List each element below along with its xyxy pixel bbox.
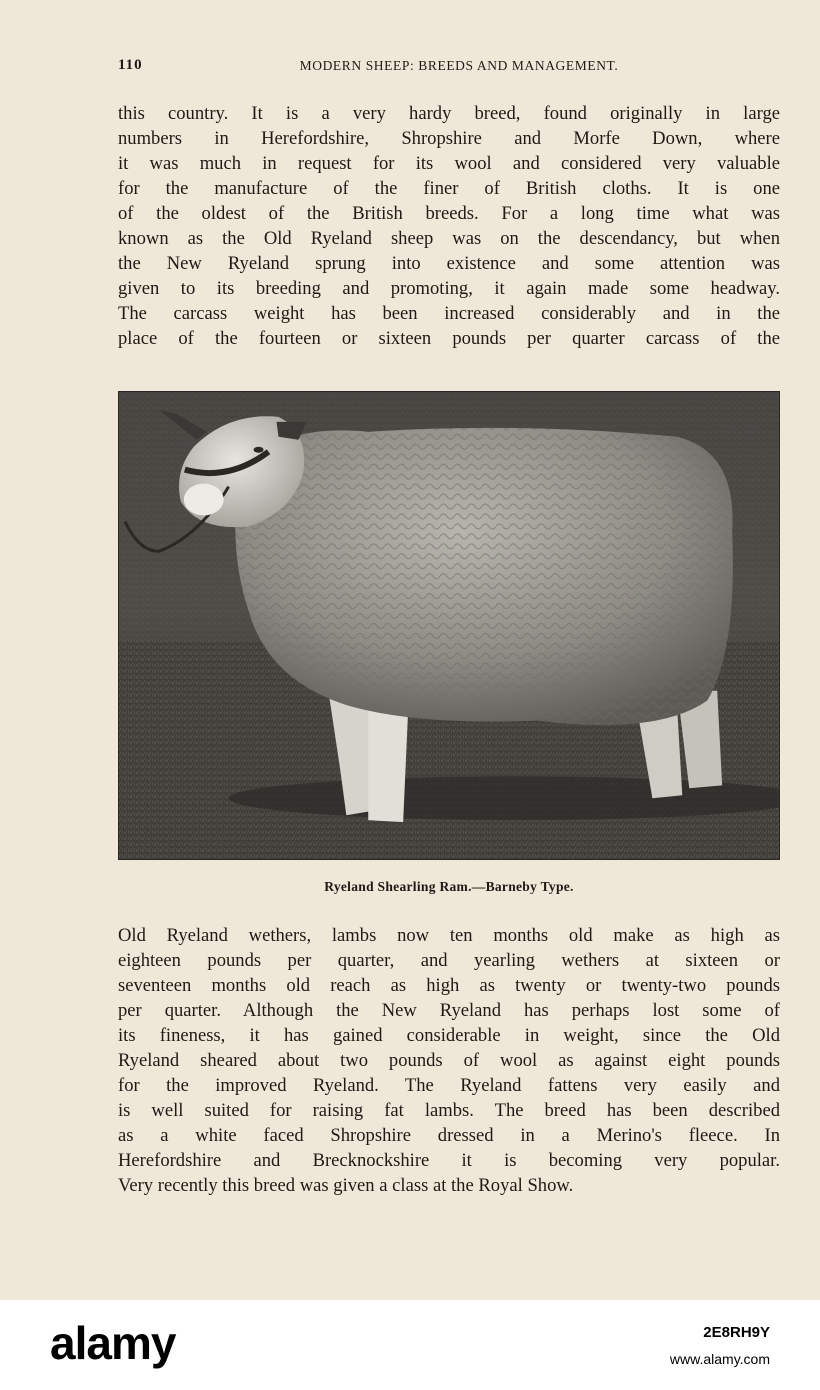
sheep-photograph [118, 391, 780, 860]
image-reference [670, 1320, 770, 1372]
site-url: www.alamy.com [669, 1351, 770, 1367]
text-line: for the manufacture of the finer of British cloths. It is one [118, 178, 780, 199]
text-line: place of the fourteen or sixteen pounds per quarter carcass of the [118, 328, 780, 349]
text-line: for the improved Ryeland. The Ryeland fattens very easily and [118, 1075, 780, 1096]
stock-footer [0, 1300, 820, 1390]
alamy-logo: alamy [50, 1317, 176, 1369]
text-line: is well suited for raising fat lambs. The breed has been described [118, 1100, 780, 1121]
text-line: seventeen months old reach as high as twenty or twenty-two pounds [118, 975, 780, 996]
text-line: Ryeland sheared about two pounds of wool as against eight pounds [118, 1050, 780, 1071]
text-line: eighteen pounds per quarter, and yearling wethers at sixteen or [118, 950, 780, 971]
text-line: the New Ryeland sprung into existence and some attention was [118, 253, 780, 274]
text-line: The carcass weight has been increased considerably and in the [118, 303, 780, 324]
text-line: numbers in Herefordshire, Shropshire and Morfe Down, where [118, 128, 780, 149]
text-line: this country. It is a very hardy breed, found originally in large [118, 103, 780, 124]
paragraph-1 [118, 101, 780, 351]
figure-caption: Ryeland Shearling Ram.—Barneby Type. [324, 879, 574, 894]
text-line: it was much in request for its wool and considered very valuable [118, 153, 780, 174]
running-head [118, 57, 780, 77]
text-line: its fineness, it has gained considerable in weight, since the Old [118, 1025, 780, 1046]
running-head-title: MODERN SHEEP: BREEDS AND MANAGEMENT. [299, 58, 619, 73]
page-number: 110 [118, 57, 143, 73]
text-line: per quarter. Although the New Ryeland has perhaps lost some of [118, 1000, 780, 1021]
image-id: 2E8RH9Y [703, 1324, 770, 1341]
paragraph-2 [118, 923, 780, 1198]
text-line: Very recently this breed was given a class at the Royal Show. [118, 1175, 574, 1196]
text-line: Herefordshire and Brecknockshire it is becoming very popular. [118, 1150, 780, 1171]
ryeland-ram-illustration [119, 392, 779, 859]
text-line: Old Ryeland wethers, lambs now ten months old make as high as [118, 925, 780, 946]
text-line: known as the Old Ryeland sheep was on the descendancy, but when [118, 228, 780, 249]
text-line: as a white faced Shropshire dressed in a Merino's fleece. In [118, 1125, 780, 1146]
text-line: of the oldest of the British breeds. For a long time what was [118, 203, 780, 224]
text-line: given to its breeding and promoting, it again made some headway. [118, 278, 780, 299]
